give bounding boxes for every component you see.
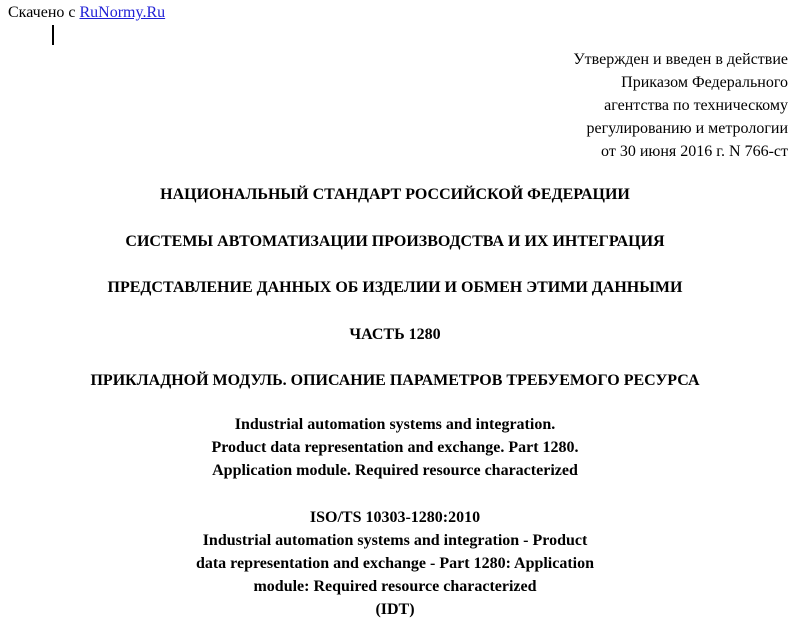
iso-title-line: Industrial automation systems and integration - Product: [202, 532, 588, 549]
approval-block: [458, 48, 788, 163]
approval-line: регулированию и метрологии: [586, 120, 788, 137]
source-prefix: Скачено с: [8, 4, 80, 21]
english-title-line: Industrial automation systems and integration.: [234, 416, 556, 433]
iso-reference-block: [0, 506, 790, 621]
iso-title-line: module: Required resource characterized: [253, 578, 537, 595]
data-representation-title: ПРЕДСТАВЛЕНИЕ ДАННЫХ ОБ ИЗДЕЛИИ И ОБМЕН ЭТИМИ ДАННЫМИ: [107, 279, 683, 296]
english-title-line: Product data representation and exchange. Part 1280.: [211, 439, 579, 456]
part-title: ЧАСТЬ 1280: [349, 326, 441, 343]
iso-designation: ISO/TS 10303-1280:2010: [309, 509, 481, 526]
national-standard-title: НАЦИОНАЛЬНЫЙ СТАНДАРТ РОССИЙСКОЙ ФЕДЕРАЦИИ: [160, 186, 630, 203]
text-cursor: [52, 25, 54, 45]
approval-line: агентства по техническому: [604, 97, 788, 114]
english-title-line: Application module. Required resource characterized: [212, 462, 578, 479]
approval-line: Приказом Федерального: [621, 74, 788, 91]
source-line: [8, 3, 165, 22]
approval-line: от 30 июня 2016 г. N 766-ст: [601, 143, 788, 160]
systems-title: СИСТЕМЫ АВТОМАТИЗАЦИИ ПРОИЗВОДСТВА И ИХ ИНТЕГРАЦИЯ: [125, 233, 665, 250]
approval-line: Утвержден и введен в действие: [573, 51, 788, 68]
iso-equivalence: (IDT): [375, 601, 415, 618]
source-link[interactable]: RuNormy.Ru: [79, 4, 166, 21]
english-title-block: [0, 413, 790, 482]
iso-title-line: data representation and exchange - Part 1280: Application: [195, 555, 595, 572]
module-title: ПРИКЛАДНОЙ МОДУЛЬ. ОПИСАНИЕ ПАРАМЕТРОВ ТРЕБУЕМОГО РЕСУРСА: [90, 372, 700, 389]
